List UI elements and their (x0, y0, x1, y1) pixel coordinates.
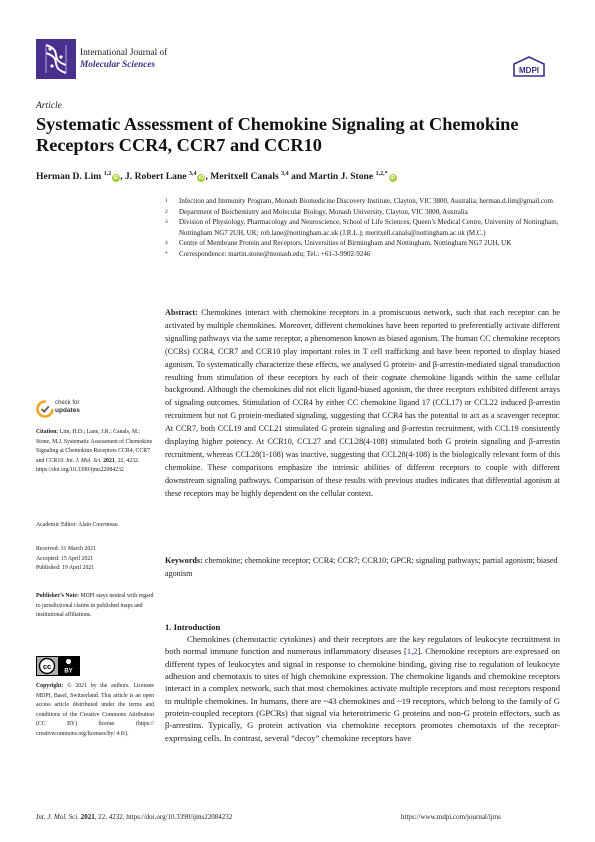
footer-journal: Int. J. Mol. Sci. (36, 813, 79, 821)
author-name: J. Robert Lane (125, 171, 187, 183)
copyright-text: © 2021 by the authors. Licensee MDPI, Basel, Switzerland. This article is an open access article distributed under the terms and conditions of the Creative Commons Attribution (CC BY) license (https:// creativecommons.org/licenses/by/ 4.0/). (36, 683, 154, 737)
citation-journal: Int. J. Mol. Sci. (66, 457, 102, 464)
publisher-note (36, 592, 154, 621)
affiliation-text: Correspondence: martin.stone@monash.edu; Tel.: +61-3-9902-9246 (179, 249, 371, 258)
abstract-text: Chemokines interact with chemokine receptors in a promiscuous network, such that each receptor can be activated by multiple chemokines. Moreover, different chemokines have been reported to preferentially activate different signalling pathways via the same receptor, a phenomenon known as biased agonism. The human CC chemokine receptors (CCRs) CCR4, CCR7 and CCR10 play important roles in T cell trafficking and have been reported to display biased agonism. To systematically characterize these effects, we analysed G protein- and β-arrestin-mediated signal transduction resulting from stimulation of these receptors by each of their cognate chemokine ligands within the same cellular background. Although the chemokines did not elicit ligand-biased agonism, the three receptors exhibited different arrays of signaling outcomes. Stimulation of CCR4 by either CC chemokine ligand 17 (CCL17) or CCL22 induced β-arrestin recruitment but not G protein-mediated signaling, suggesting that CCR4 has the potential to act as a scavenger receptor. At CCR7, both CCL19 and CCL21 stimulated G protein signaling and β-arrestin recruitment, with CCL19 consistently displaying higher potency. At CCR10, CCL27 and CCL28(4-108) stimulated both G protein signaling and β-arrestin recruitment, whereas CCL28(1-108) was inactive, suggesting that CCL28(4-108) is the biologically relevant form of this chemokine. These comparisons emphasize the intrinsic abilities of different receptors to couple with different downstream signaling pathways. Comparison of these results with previous studies indicates that differential agonism at these receptors may be highly dependent on the cellular context. (165, 308, 561, 498)
accepted-date: Accepted: 15 April 2021 (36, 555, 94, 562)
check-for-updates-button[interactable] (36, 398, 126, 424)
check-updates-line2: updates (55, 407, 80, 414)
orcid-icon[interactable]: iD (113, 175, 119, 182)
academic-editor: Academic Editor: Alain Couvineau (36, 522, 118, 528)
footer-year: 2021 (80, 813, 95, 821)
reference-link[interactable]: 1,2 (406, 646, 418, 657)
orcid-icon[interactable]: iD (198, 175, 204, 182)
received-date: Received: 31 March 2021 (36, 546, 97, 552)
section-heading: 1. Introduction (165, 622, 221, 632)
affiliation-text: Infection and Immunity Program, Monash Biomedicine Discovery Institute, Clayton, VIC 3800, Australia; herman.d.lim@gmail.com (179, 197, 553, 205)
article-type: Article (36, 101, 62, 111)
copyright-notice (36, 682, 154, 740)
mdpi-logo (512, 56, 546, 78)
orcid-icon[interactable]: iD (390, 175, 396, 182)
affiliation-item (165, 238, 560, 249)
footer-rest: , 22, 4232. https://doi.org/10.3390/ijms22084232 (94, 813, 233, 821)
cc-badge-by: BY (64, 668, 73, 675)
affiliation-text: Centre of Membrane Protein and Receptors, Universities of Birmingham and Nottingham, Nottingham NG7 2UH, UK (179, 239, 512, 248)
page-title: Systematic Assessment of Chemokine Signaling at Chemokine Receptors CCR4, CCR7 and CCR10 (36, 114, 519, 155)
author-affiliation-sup: 1,2,* (375, 171, 388, 177)
author-separator: , (205, 171, 211, 183)
affiliation-number: 1 (165, 198, 168, 204)
cc-badge-cc: cc (42, 661, 52, 671)
author-name: Martin J. Stone (308, 171, 374, 183)
author-separator: , (120, 171, 125, 183)
affiliation-number: * (165, 250, 168, 257)
published-date: Published: 19 April 2021 (36, 565, 95, 572)
keywords-label: Keywords: (165, 556, 203, 565)
affiliation-text: Department of Biochemistry and Molecular Biology, Monash University, Clayton, VIC 3800, Australia (179, 207, 468, 216)
affiliation-number: 3 (165, 219, 168, 226)
affiliation-text: Division of Physiology, Pharmacology and Neuroscience, School of Life Sciences, Queen’s Medical Centre, University of Nottingham, Nottingham NG7 2UH, UK; rob.lane@nottingham.ac.uk (J.R.L.); meritxell.canals@nottingham.ac.uk (M.C.) (179, 218, 559, 237)
citation-rest: , 22, 4232. https://doi.org/10.3390/ijms22084232 (36, 457, 140, 474)
footer-citation (36, 813, 232, 821)
copyright-label: Copyright: (36, 683, 64, 689)
affiliation-item (165, 196, 560, 207)
journal-name (80, 47, 167, 71)
journal-line1: International Journal of (80, 48, 168, 58)
affiliation-item (165, 207, 560, 218)
citation-block (36, 428, 154, 476)
affiliation-number: 4 (165, 240, 168, 247)
author-affiliation-sup: 1,2 (103, 171, 112, 177)
author-name: Herman D. Lim (36, 171, 102, 183)
dates-block (36, 545, 154, 574)
citation-text: Lim, H.D.; Lane, J.R.; Canals, M.; Stone, M.J. Systematic Assessment of Chemokine Signaling at Chemokine Receptors CCR4, CCR7 and CCR10. (36, 429, 153, 464)
check-updates-line1: check for (55, 400, 80, 406)
abstract-label: Abstract: (165, 308, 198, 317)
mdpi-logo-text: MDPI (519, 66, 539, 75)
affiliations (165, 196, 560, 260)
intro-text-b: ]. Chemokine receptors are expressed on different types of leukocytes and signal in response to chemokine binding, giving rise to regulation of leukocyte adhesion and chemotaxis to sites of high chemokine expression. The chemokine ligands and chemokine receptors interact in a complex network, such that most chemokines activate multiple receptors and most receptors respond to multiple chemokines. In humans, there are ~43 chemokines and ~19 receptors, which belong to the family of G protein-coupled receptors (GPCRs) that signal via heterotrimeric G proteins and non-G protein effectors, such as β-arrestins. Typically, G protein activation via chemokine receptors promotes chemotaxis of the receptor-expressing cells. In contrast, several “decoy” chemokine receptors have (165, 646, 560, 743)
author-name: Meritxell Canals (210, 171, 279, 183)
keywords (165, 555, 560, 581)
author-affiliation-sup: 3,4 (281, 171, 289, 177)
citation-label: Citation: (36, 429, 59, 435)
keywords-text: chemokine; chemokine receptor; CCR4; CCR7; CCR10; GPCR; signaling pathways; partial agonism; biased agonism (165, 556, 558, 578)
affiliation-number: 2 (165, 208, 168, 215)
cc-by-icon[interactable] (36, 656, 80, 676)
author-list (36, 171, 576, 182)
intro-paragraph (165, 633, 560, 744)
intro-text-a: Chemokines (chemotactic cytokines) and their receptors are the key regulators of leukocyte recruitment in both normal immune function and numerous inflammatory diseases [ (165, 634, 560, 657)
author-separator-and: and (288, 171, 309, 183)
footer-journal-link[interactable]: https://www.mdpi.com/journal/ijms (401, 813, 501, 821)
abstract (165, 307, 560, 501)
author-affiliation-sup: 3,4 (188, 171, 197, 177)
citation-year: 2021 (103, 457, 115, 464)
journal-line2: Molecular Sciences (80, 60, 156, 70)
journal-logo (36, 39, 76, 79)
publisher-note-text: MDPI stays neutral with regard to jurisdictional claims in published maps and institutional affiliations. (36, 593, 154, 619)
affiliation-item (165, 217, 560, 238)
affiliation-item (165, 249, 560, 260)
publisher-note-label: Publisher’s Note: (36, 593, 79, 599)
